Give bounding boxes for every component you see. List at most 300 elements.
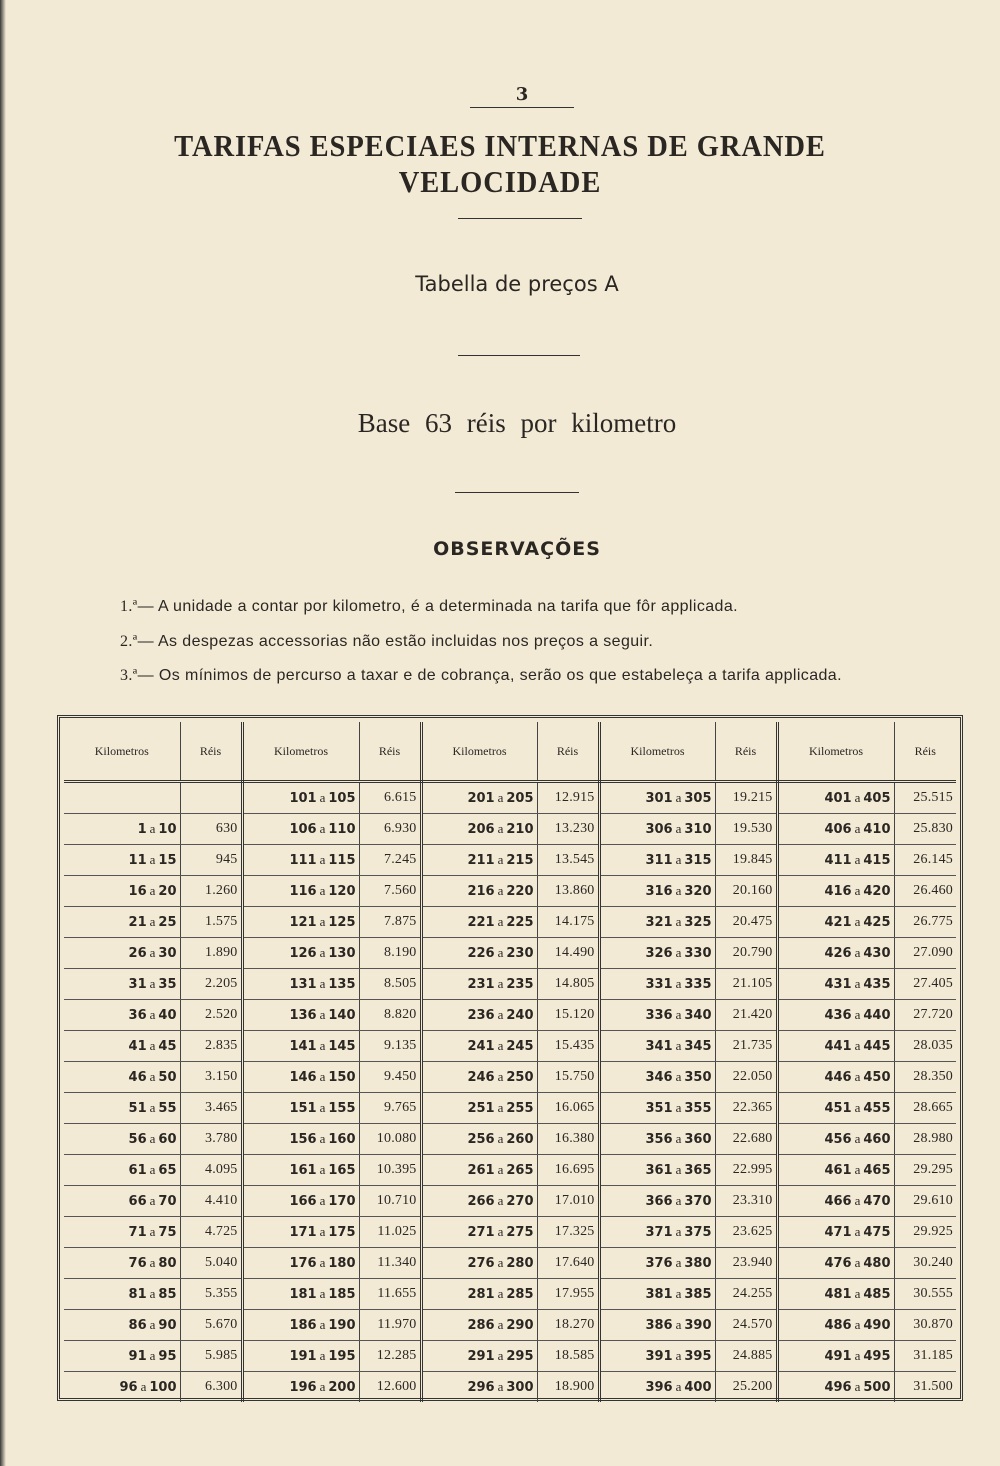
km-range-cell	[242, 938, 359, 969]
km-from: 146	[289, 1070, 317, 1085]
km-to: 165	[328, 1163, 356, 1178]
reis-cell: 21.105	[715, 969, 777, 1000]
reis-cell: 27.405	[894, 969, 956, 1000]
km-range-separator: a	[149, 821, 156, 836]
km-to: 170	[328, 1194, 356, 1209]
page-edge-shadow	[0, 0, 6, 1466]
km-range-cell	[599, 1093, 715, 1124]
km-range-cell	[64, 876, 180, 907]
km-range-separator: a	[149, 852, 156, 867]
km-to: 315	[684, 853, 712, 868]
km-range-separator: a	[854, 1224, 861, 1239]
km-to: 115	[328, 853, 356, 868]
main-title: TARIFAS ESPECIAES INTERNAS DE GRANDE VELOCIDADE	[174, 128, 826, 199]
km-from: 46	[128, 1070, 147, 1085]
km-range-cell	[421, 1248, 537, 1279]
km-from: 231	[467, 977, 495, 992]
km-range-cell	[242, 1341, 359, 1372]
km-from: 51	[128, 1101, 147, 1116]
reis-cell: 11.025	[359, 1217, 421, 1248]
km-to: 390	[684, 1318, 712, 1333]
km-from: 61	[128, 1163, 147, 1178]
km-to: 460	[863, 1132, 891, 1147]
km-to: 270	[506, 1194, 534, 1209]
table-row	[64, 1155, 956, 1186]
km-from: 446	[824, 1070, 852, 1085]
km-range-separator: a	[149, 1069, 156, 1084]
km-range-cell	[242, 845, 359, 876]
km-from: 451	[824, 1101, 852, 1116]
km-range-cell	[64, 1031, 180, 1062]
km-from: 286	[467, 1318, 495, 1333]
km-from: 306	[645, 822, 673, 837]
km-to: 195	[328, 1349, 356, 1364]
divider-rule	[455, 492, 579, 493]
km-range-separator: a	[675, 1348, 682, 1363]
km-from: 426	[824, 946, 852, 961]
km-from: 1	[137, 822, 147, 837]
km-to: 225	[506, 915, 534, 930]
km-to: 320	[684, 884, 712, 899]
km-range-separator: a	[497, 945, 504, 960]
km-range-separator: a	[149, 1007, 156, 1022]
divider-rule	[458, 218, 582, 219]
km-from: 11	[128, 853, 147, 868]
km-from: 126	[289, 946, 317, 961]
table-row	[64, 1000, 956, 1031]
km-range-separator: a	[497, 1286, 504, 1301]
km-from: 246	[467, 1070, 495, 1085]
km-to: 40	[158, 1008, 177, 1023]
km-from: 406	[824, 822, 852, 837]
km-range-cell	[599, 907, 715, 938]
km-to: 120	[328, 884, 356, 899]
km-range-separator: a	[497, 1224, 504, 1239]
km-range-separator: a	[854, 945, 861, 960]
km-to: 455	[863, 1101, 891, 1116]
reis-cell: 20.475	[715, 907, 777, 938]
km-range-separator: a	[675, 852, 682, 867]
km-range-separator: a	[497, 852, 504, 867]
km-range-separator: a	[854, 1348, 861, 1363]
km-range-cell	[421, 1000, 537, 1031]
reis-cell: 29.295	[894, 1155, 956, 1186]
km-range-separator: a	[149, 1255, 156, 1270]
reis-cell: 16.695	[537, 1155, 599, 1186]
km-to: 80	[158, 1256, 177, 1271]
km-to: 285	[506, 1287, 534, 1302]
reis-cell: 3.150	[180, 1062, 242, 1093]
observations-heading: OBSERVAÇÕES	[433, 538, 601, 560]
km-range-separator: a	[149, 914, 156, 929]
km-range-separator: a	[675, 1224, 682, 1239]
km-range-cell	[777, 1155, 894, 1186]
km-range-cell	[242, 1093, 359, 1124]
km-range-cell	[421, 1124, 537, 1155]
reis-cell: 12.600	[359, 1372, 421, 1403]
km-to: 430	[863, 946, 891, 961]
km-to: 295	[506, 1349, 534, 1364]
km-range-separator: a	[319, 1348, 326, 1363]
km-range-separator: a	[854, 790, 861, 805]
table-row	[64, 969, 956, 1000]
km-from: 241	[467, 1039, 495, 1054]
km-range-separator: a	[319, 883, 326, 898]
km-range-separator: a	[497, 1100, 504, 1115]
km-range-separator: a	[497, 1162, 504, 1177]
reis-cell: 26.145	[894, 845, 956, 876]
km-range-cell	[777, 1217, 894, 1248]
km-range-cell	[777, 1000, 894, 1031]
km-from: 121	[289, 915, 317, 930]
table-row	[64, 1062, 956, 1093]
km-to: 105	[328, 791, 356, 806]
km-range-separator: a	[319, 976, 326, 991]
km-range-cell	[242, 814, 359, 845]
km-to: 205	[506, 791, 534, 806]
km-range-cell	[599, 1310, 715, 1341]
reis-cell: 19.215	[715, 782, 777, 814]
km-range-separator: a	[497, 1131, 504, 1146]
km-range-separator: a	[675, 1317, 682, 1332]
km-to: 495	[863, 1349, 891, 1364]
reis-cell: 2.205	[180, 969, 242, 1000]
reis-cell: 14.490	[537, 938, 599, 969]
km-from: 356	[645, 1132, 673, 1147]
km-from: 106	[289, 822, 317, 837]
km-range-cell	[777, 845, 894, 876]
km-from: 171	[289, 1225, 317, 1240]
km-range-separator: a	[854, 1007, 861, 1022]
observation-item	[120, 633, 920, 651]
reis-cell: 24.570	[715, 1310, 777, 1341]
reis-cell: 5.985	[180, 1341, 242, 1372]
reis-cell: 16.065	[537, 1093, 599, 1124]
page-number: 3	[470, 84, 574, 108]
km-to: 300	[506, 1380, 534, 1395]
km-to: 20	[158, 884, 177, 899]
reis-cell: 30.555	[894, 1279, 956, 1310]
km-from: 411	[824, 853, 852, 868]
km-range-separator: a	[497, 883, 504, 898]
km-range-separator: a	[675, 883, 682, 898]
reis-cell: 21.735	[715, 1031, 777, 1062]
km-to: 465	[863, 1163, 891, 1178]
km-from: 211	[467, 853, 495, 868]
km-range-separator: a	[675, 945, 682, 960]
km-range-separator: a	[319, 1038, 326, 1053]
km-range-cell	[421, 1217, 537, 1248]
km-range-cell	[777, 1341, 894, 1372]
km-from: 386	[645, 1318, 673, 1333]
km-from: 436	[824, 1008, 852, 1023]
km-range-separator: a	[319, 1317, 326, 1332]
km-range-cell	[242, 969, 359, 1000]
km-range-separator: a	[675, 1038, 682, 1053]
km-range-cell	[421, 1372, 537, 1403]
km-range-cell	[64, 1155, 180, 1186]
km-from: 326	[645, 946, 673, 961]
reis-cell: 14.805	[537, 969, 599, 1000]
km-from: 96	[119, 1380, 138, 1395]
km-from: 391	[645, 1349, 673, 1364]
km-range-cell	[242, 1310, 359, 1341]
km-range-cell	[777, 938, 894, 969]
km-to: 240	[506, 1008, 534, 1023]
km-range-separator: a	[854, 1379, 861, 1394]
km-from: 281	[467, 1287, 495, 1302]
km-from: 36	[128, 1008, 147, 1023]
km-from: 341	[645, 1039, 673, 1054]
km-range-cell	[242, 1217, 359, 1248]
km-range-cell	[421, 1279, 537, 1310]
km-to: 450	[863, 1070, 891, 1085]
reis-cell: 3.465	[180, 1093, 242, 1124]
km-from: 76	[128, 1256, 147, 1271]
reis-cell: 630	[180, 814, 242, 845]
km-to: 425	[863, 915, 891, 930]
header-kilometros: Kilometros	[599, 722, 715, 782]
km-range-cell	[64, 814, 180, 845]
km-to: 145	[328, 1039, 356, 1054]
km-to: 135	[328, 977, 356, 992]
km-range-separator: a	[319, 1255, 326, 1270]
reis-cell: 29.925	[894, 1217, 956, 1248]
reis-cell: 22.995	[715, 1155, 777, 1186]
reis-cell: 30.240	[894, 1248, 956, 1279]
reis-cell: 29.610	[894, 1186, 956, 1217]
km-to: 375	[684, 1225, 712, 1240]
km-range-cell	[599, 1248, 715, 1279]
km-from: 166	[289, 1194, 317, 1209]
reis-cell: 15.120	[537, 1000, 599, 1031]
km-range-cell	[242, 1000, 359, 1031]
km-range-cell	[599, 938, 715, 969]
km-from: 321	[645, 915, 673, 930]
km-range-separator: a	[149, 976, 156, 991]
km-to: 75	[158, 1225, 177, 1240]
km-range-separator: a	[149, 945, 156, 960]
table-row	[64, 1093, 956, 1124]
km-to: 90	[158, 1318, 177, 1333]
km-from: 116	[289, 884, 317, 899]
km-from: 441	[824, 1039, 852, 1054]
reis-cell: 945	[180, 845, 242, 876]
km-to: 85	[158, 1287, 177, 1302]
reis-cell: 10.395	[359, 1155, 421, 1186]
km-range-separator: a	[149, 1038, 156, 1053]
km-range-separator: a	[319, 914, 326, 929]
reis-cell: 28.350	[894, 1062, 956, 1093]
observation-text: — As despezas accessorias não estão incluidas nos preços a seguir.	[137, 633, 654, 650]
table-row	[64, 1186, 956, 1217]
km-range-cell	[599, 1217, 715, 1248]
km-range-cell	[777, 1310, 894, 1341]
km-range-cell	[421, 907, 537, 938]
reis-cell: 15.750	[537, 1062, 599, 1093]
km-range-cell	[599, 1372, 715, 1403]
reis-cell: 28.665	[894, 1093, 956, 1124]
km-to: 220	[506, 884, 534, 899]
km-range-cell	[421, 938, 537, 969]
km-range-cell	[64, 1372, 180, 1403]
km-from: 226	[467, 946, 495, 961]
reis-cell: 1.575	[180, 907, 242, 938]
km-to: 485	[863, 1287, 891, 1302]
km-range-cell	[242, 1248, 359, 1279]
km-to: 380	[684, 1256, 712, 1271]
km-from: 131	[289, 977, 317, 992]
km-range-cell	[242, 907, 359, 938]
km-range-separator: a	[149, 1286, 156, 1301]
table-row	[64, 876, 956, 907]
km-from: 396	[645, 1380, 673, 1395]
reis-cell: 7.560	[359, 876, 421, 907]
km-from: 31	[128, 977, 147, 992]
km-from: 316	[645, 884, 673, 899]
km-range-cell	[64, 1124, 180, 1155]
tariff-table	[64, 722, 956, 1402]
reis-cell: 5.670	[180, 1310, 242, 1341]
km-range-separator: a	[854, 1038, 861, 1053]
km-from: 216	[467, 884, 495, 899]
km-from: 221	[467, 915, 495, 930]
km-from: 86	[128, 1318, 147, 1333]
reis-cell: 17.640	[537, 1248, 599, 1279]
observation-number: 2.ª	[120, 633, 138, 650]
km-from: 176	[289, 1256, 317, 1271]
km-range-separator: a	[319, 821, 326, 836]
km-range-separator: a	[675, 790, 682, 805]
km-from: 346	[645, 1070, 673, 1085]
km-range-cell	[777, 1093, 894, 1124]
reis-cell: 24.885	[715, 1341, 777, 1372]
km-to: 130	[328, 946, 356, 961]
km-range-separator: a	[854, 821, 861, 836]
km-to: 305	[684, 791, 712, 806]
km-from: 466	[824, 1194, 852, 1209]
km-range-cell	[777, 1062, 894, 1093]
reis-cell: 6.615	[359, 782, 421, 814]
km-range-cell	[64, 1062, 180, 1093]
km-range-separator: a	[854, 1255, 861, 1270]
reis-cell: 25.200	[715, 1372, 777, 1403]
km-range-cell	[242, 782, 359, 814]
km-range-cell	[64, 1248, 180, 1279]
km-range-separator: a	[140, 1379, 147, 1394]
km-to: 405	[863, 791, 891, 806]
km-range-cell	[599, 1031, 715, 1062]
km-range-separator: a	[497, 821, 504, 836]
km-from: 251	[467, 1101, 495, 1116]
reis-cell: 27.720	[894, 1000, 956, 1031]
km-range-cell	[421, 814, 537, 845]
km-range-separator: a	[149, 1193, 156, 1208]
km-range-cell	[777, 782, 894, 814]
base-rate-line: Base 63 réis por kilometro	[357, 408, 677, 438]
reis-cell: 3.780	[180, 1124, 242, 1155]
km-from: 361	[645, 1163, 673, 1178]
km-from: 261	[467, 1163, 495, 1178]
km-to: 410	[863, 822, 891, 837]
reis-cell: 8.505	[359, 969, 421, 1000]
km-range-cell	[242, 1031, 359, 1062]
reis-cell: 9.765	[359, 1093, 421, 1124]
km-to: 365	[684, 1163, 712, 1178]
km-to: 280	[506, 1256, 534, 1271]
km-from: 401	[824, 791, 852, 806]
reis-cell: 19.530	[715, 814, 777, 845]
header-reis: Réis	[894, 722, 956, 782]
km-from: 41	[128, 1039, 147, 1054]
km-range-cell	[599, 1124, 715, 1155]
km-range-cell	[777, 814, 894, 845]
table-row	[64, 814, 956, 845]
km-from: 376	[645, 1256, 673, 1271]
km-from: 381	[645, 1287, 673, 1302]
km-to: 65	[158, 1163, 177, 1178]
header-kilometros: Kilometros	[421, 722, 537, 782]
km-range-separator: a	[854, 1100, 861, 1115]
reis-cell: 8.820	[359, 1000, 421, 1031]
km-range-cell	[777, 969, 894, 1000]
km-range-separator: a	[675, 1162, 682, 1177]
km-from: 351	[645, 1101, 673, 1116]
reis-cell: 16.380	[537, 1124, 599, 1155]
km-range-separator: a	[854, 852, 861, 867]
km-range-cell	[64, 1000, 180, 1031]
km-from: 421	[824, 915, 852, 930]
reis-cell: 11.655	[359, 1279, 421, 1310]
km-from: 191	[289, 1349, 317, 1364]
km-to: 335	[684, 977, 712, 992]
km-from: 301	[645, 791, 673, 806]
km-to: 50	[158, 1070, 177, 1085]
km-range-separator: a	[854, 1162, 861, 1177]
reis-cell: 31.185	[894, 1341, 956, 1372]
km-range-separator: a	[319, 1224, 326, 1239]
km-to: 185	[328, 1287, 356, 1302]
reis-cell	[180, 782, 242, 814]
km-from: 296	[467, 1380, 495, 1395]
km-range-cell	[599, 1279, 715, 1310]
km-range-separator: a	[675, 1007, 682, 1022]
km-range-separator: a	[149, 1348, 156, 1363]
km-range-cell	[599, 1341, 715, 1372]
km-range-separator: a	[149, 883, 156, 898]
header-kilometros: Kilometros	[64, 722, 180, 782]
km-to: 245	[506, 1039, 534, 1054]
km-range-separator: a	[319, 852, 326, 867]
km-from: 311	[645, 853, 673, 868]
km-range-cell	[777, 1186, 894, 1217]
km-to: 25	[158, 915, 177, 930]
km-to: 475	[863, 1225, 891, 1240]
km-from: 366	[645, 1194, 673, 1209]
km-from: 431	[824, 977, 852, 992]
reis-cell: 26.775	[894, 907, 956, 938]
km-range-separator: a	[675, 1255, 682, 1270]
km-range-separator: a	[149, 1131, 156, 1146]
km-from: 461	[824, 1163, 852, 1178]
km-from: 456	[824, 1132, 852, 1147]
km-range-cell	[421, 1093, 537, 1124]
km-to: 470	[863, 1194, 891, 1209]
km-range-cell	[242, 1279, 359, 1310]
km-from: 141	[289, 1039, 317, 1054]
km-range-cell	[599, 845, 715, 876]
reis-cell: 18.900	[537, 1372, 599, 1403]
